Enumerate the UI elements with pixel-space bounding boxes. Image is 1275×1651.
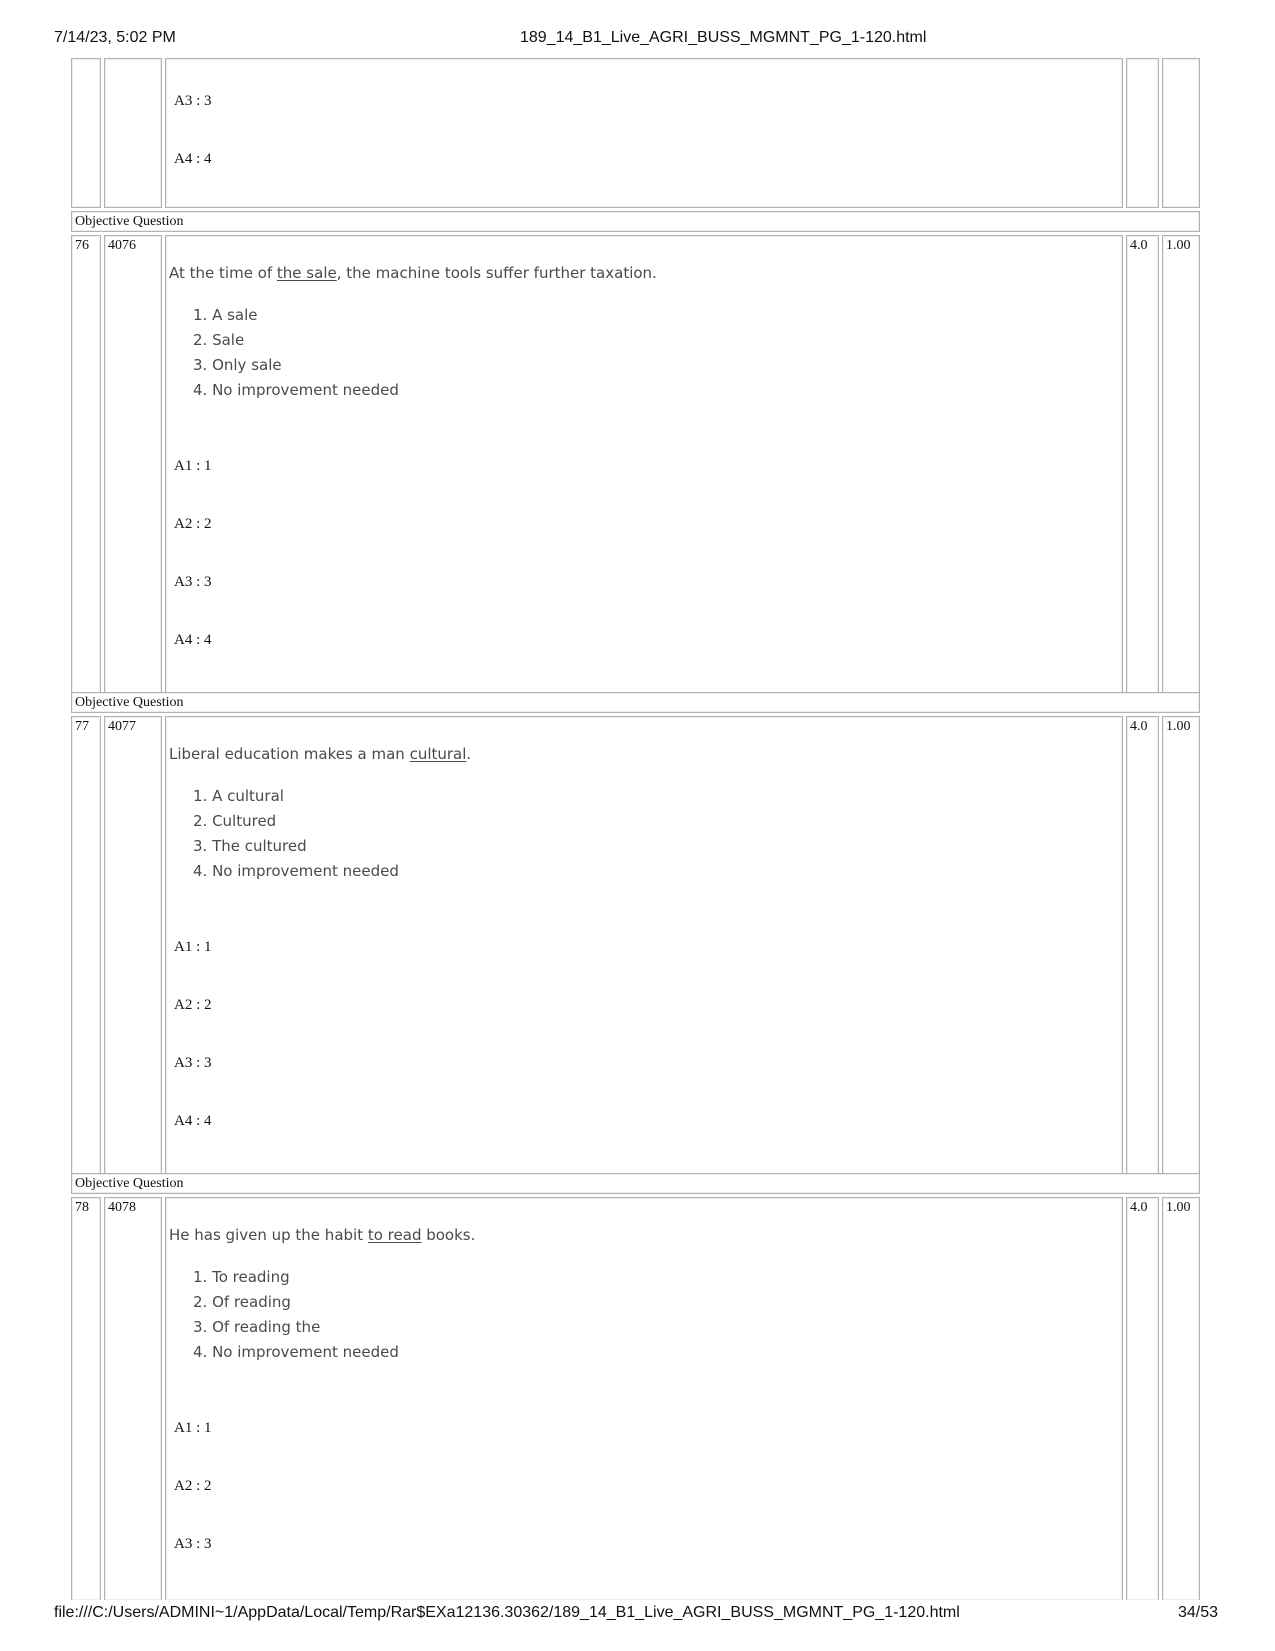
question-number: 78	[75, 1200, 89, 1215]
question-number: 76	[75, 238, 89, 253]
negative-marks-value: 1.00	[1166, 1200, 1191, 1215]
underlined-phrase: to read	[367, 1226, 422, 1244]
option-4: 4. No improvement needed	[193, 862, 399, 880]
question-type-label: Objective Question	[71, 692, 1200, 713]
print-datetime: 7/14/23, 5:02 PM	[54, 29, 176, 46]
question-cell	[165, 235, 1123, 694]
answer-a2: A2 : 2	[174, 1478, 212, 1494]
option-1: 1. A cultural	[193, 787, 284, 805]
option-1: 1. To reading	[193, 1268, 290, 1286]
option-3: 3. The cultured	[193, 837, 307, 855]
option-3: 3. Only sale	[193, 356, 282, 374]
answer-a2: A2 : 2	[174, 516, 212, 532]
question-type-label: Objective Question	[71, 1173, 1200, 1194]
prev-marks-cell	[1126, 58, 1159, 208]
question-number: 77	[75, 719, 89, 734]
question-type-label: Objective Question	[71, 211, 1200, 232]
option-3: 3. Of reading the	[193, 1318, 321, 1336]
prev-answer-a3: A3 : 3	[174, 93, 212, 109]
sno-cell	[71, 1197, 101, 1600]
option-1: 1. A sale	[193, 306, 258, 324]
prev-sno-cell	[71, 58, 101, 208]
question-cell	[165, 716, 1123, 1175]
answer-a4: A4 : 4	[174, 632, 212, 648]
question-text: Liberal education makes a man cultural.	[169, 745, 472, 763]
marks-value: 4.0	[1130, 1200, 1148, 1215]
print-header	[0, 29, 1275, 51]
print-footer	[0, 1604, 1275, 1626]
qid-cell	[104, 1197, 162, 1600]
sno-cell	[71, 716, 101, 1175]
option-2: 2. Cultured	[193, 812, 277, 830]
question-id: 4077	[108, 719, 136, 734]
answer-a1: A1 : 1	[174, 939, 212, 955]
negative-marks-cell	[1162, 1197, 1200, 1600]
marks-cell	[1126, 1197, 1159, 1600]
question-id: 4076	[108, 238, 136, 253]
prev-qid-cell	[104, 58, 162, 208]
answer-a4: A4 : 4	[174, 1113, 212, 1129]
marks-cell	[1126, 716, 1159, 1175]
page-number: 34/53	[1178, 1604, 1219, 1621]
underlined-phrase: the sale	[276, 264, 337, 282]
underlined-phrase: cultural	[409, 745, 467, 763]
negative-marks-cell	[1162, 716, 1200, 1175]
answer-a3: A3 : 3	[174, 1055, 212, 1071]
negative-marks-cell	[1162, 235, 1200, 694]
answer-a1: A1 : 1	[174, 458, 212, 474]
negative-marks-value: 1.00	[1166, 238, 1191, 253]
marks-value: 4.0	[1130, 238, 1148, 253]
qid-cell	[104, 235, 162, 694]
option-2: 2. Sale	[193, 331, 245, 349]
answer-a2: A2 : 2	[174, 997, 212, 1013]
negative-marks-value: 1.00	[1166, 719, 1191, 734]
answer-a1: A1 : 1	[174, 1420, 212, 1436]
print-title: 189_14_B1_Live_AGRI_BUSS_MGMNT_PG_1-120.html	[520, 29, 927, 46]
prev-answer-a4: A4 : 4	[174, 151, 212, 167]
marks-cell	[1126, 235, 1159, 694]
option-4: 4. No improvement needed	[193, 1343, 399, 1361]
marks-value: 4.0	[1130, 719, 1148, 734]
answer-a3: A3 : 3	[174, 1536, 212, 1552]
prev-question-cell	[165, 58, 1123, 208]
question-cell	[165, 1197, 1123, 1600]
question-text: He has given up the habit to read books.	[169, 1226, 476, 1244]
option-4: 4. No improvement needed	[193, 381, 399, 399]
sno-cell	[71, 235, 101, 694]
qid-cell	[104, 716, 162, 1175]
prev-negative-cell	[1162, 58, 1200, 208]
option-2: 2. Of reading	[193, 1293, 291, 1311]
answer-a3: A3 : 3	[174, 574, 212, 590]
question-id: 4078	[108, 1200, 136, 1215]
print-file-path: file:///C:/Users/ADMINI~1/AppData/Local/Temp/Rar$EXa12136.30362/189_14_B1_Live_AGRI_BUSS_MGMNT_PG_1-120.html	[54, 1604, 960, 1621]
question-text: At the time of the sale, the machine tools suffer further taxation.	[169, 264, 657, 282]
